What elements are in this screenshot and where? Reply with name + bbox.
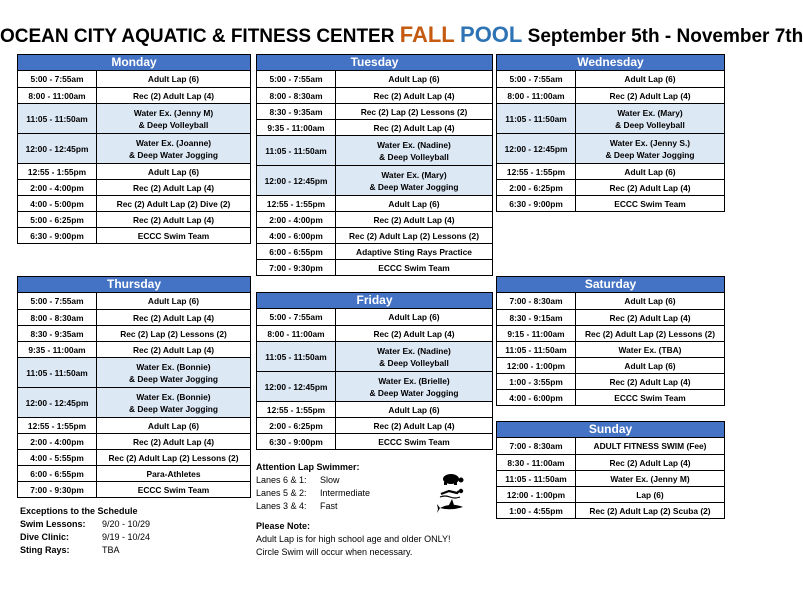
- exception-label: Swim Lessons:: [20, 519, 86, 529]
- activity-cell: Rec (2) Adult Lap (4): [132, 214, 215, 225]
- time-cell: 4:00 - 6:00pm: [257, 228, 336, 243]
- schedule-row: [18, 212, 250, 228]
- activity-cell: Rec (2) Adult Lap (4): [609, 457, 691, 468]
- time-cell: 8:30 - 11:00am: [497, 455, 576, 470]
- schedule-row: [497, 293, 724, 310]
- activity-cell: Adult Lap (6): [624, 74, 676, 84]
- schedule-row: [497, 455, 724, 471]
- schedule-row: [497, 503, 724, 518]
- activity-cell: Adult Lap (6): [147, 166, 200, 177]
- activity-cell: Adult Lap (6): [624, 360, 676, 371]
- activity-cell: Water Ex. (Mary) & Deep Volleyball: [615, 107, 685, 130]
- time-cell: 11:05 - 11:50am: [257, 136, 336, 165]
- schedule-row: [18, 358, 250, 388]
- activity-cell: Water Ex. (Joanne) & Deep Water Jogging: [128, 137, 219, 160]
- schedule-row: [18, 164, 250, 180]
- time-cell: 7:00 - 9:30pm: [18, 482, 97, 497]
- schedule-row: [257, 418, 492, 434]
- schedule-row: [18, 88, 250, 104]
- activity-cell: Adult Lap (6): [147, 420, 200, 431]
- saturday-schedule: [496, 276, 725, 406]
- time-cell: 9:15 - 11:00am: [497, 326, 576, 341]
- exception-value: TBA: [102, 545, 120, 555]
- time-cell: 5:00 - 7:55am: [18, 293, 97, 309]
- exceptions-section: [20, 504, 240, 557]
- wednesday-schedule: [496, 54, 725, 212]
- schedule-row: [497, 326, 724, 342]
- time-cell: 12:55 - 1:55pm: [18, 418, 97, 433]
- schedule-row: [497, 438, 724, 455]
- schedule-row: [18, 310, 250, 326]
- activity-cell: Water Ex. (Mary) & Deep Water Jogging: [369, 169, 459, 192]
- activity-cell: Rec (2) Adult Lap (4): [609, 90, 691, 101]
- schedule-row: [497, 104, 724, 134]
- time-cell: 5:00 - 7:55am: [257, 309, 336, 325]
- tuesday-schedule: [256, 54, 493, 276]
- activity-cell: Water Ex. (Nadine) & Deep Volleyball: [377, 345, 451, 368]
- schedule-row: [18, 228, 250, 243]
- schedule-row: [18, 388, 250, 418]
- time-cell: 12:00 - 12:45pm: [18, 134, 97, 163]
- activity-cell: Rec (2) Adult Lap (4): [132, 182, 215, 193]
- thursday-schedule: [17, 276, 251, 498]
- time-cell: 7:00 - 8:30am: [497, 293, 576, 309]
- time-cell: 8:00 - 11:00am: [257, 326, 336, 341]
- schedule-row: [18, 434, 250, 450]
- activity-cell: Rec (2) Adult Lap (4): [373, 214, 455, 225]
- activity-cell: ADULT FITNESS SWIM (Fee): [593, 441, 707, 451]
- lane-info-heading: Attention Lap Swimmer:: [256, 462, 360, 472]
- thursday-header: Thursday: [18, 277, 250, 293]
- activity-cell: Rec (2) Adult Lap (4): [373, 90, 455, 101]
- time-cell: 12:00 - 12:45pm: [497, 134, 576, 163]
- time-cell: 4:00 - 5:00pm: [18, 196, 97, 211]
- schedule-row: [18, 326, 250, 342]
- time-cell: 8:30 - 9:15am: [497, 310, 576, 325]
- time-cell: 2:00 - 6:25pm: [497, 180, 576, 195]
- schedule-row: [497, 196, 724, 211]
- activity-cell: Lap (6): [636, 489, 664, 500]
- friday-header: Friday: [257, 293, 492, 309]
- time-cell: 12:55 - 1:55pm: [497, 164, 576, 179]
- time-cell: 11:05 - 11:50am: [497, 342, 576, 357]
- time-cell: 5:00 - 7:55am: [18, 71, 97, 87]
- schedule-row: [257, 309, 492, 326]
- time-cell: 6:00 - 6:55pm: [257, 244, 336, 259]
- activity-cell: Rec (2) Lap (2) Lessons (2): [360, 106, 468, 117]
- activity-cell: Rec (2) Adult Lap (2) Lessons (2): [349, 230, 479, 241]
- exception-item: [20, 518, 240, 531]
- lane-item: [256, 500, 436, 513]
- schedule-row: [257, 244, 492, 260]
- activity-cell: Adult Lap (6): [388, 312, 440, 322]
- time-cell: 12:00 - 1:00pm: [497, 487, 576, 502]
- activity-cell: Rec (2) Adult Lap (4): [609, 182, 691, 193]
- time-cell: 5:00 - 7:55am: [257, 71, 336, 87]
- wednesday-header: Wednesday: [497, 55, 724, 71]
- activity-cell: Water Ex. (Brielle) & Deep Water Jogging: [369, 375, 459, 398]
- schedule-row: [18, 71, 250, 88]
- activity-cell: Rec (2) Adult Lap (2) Dive (2): [116, 198, 231, 209]
- activity-cell: Adaptive Sting Rays Practice: [356, 246, 472, 257]
- schedule-row: [497, 390, 724, 405]
- time-cell: 8:00 - 11:00am: [18, 88, 97, 103]
- lane-label: Lanes 3 & 4:: [256, 501, 307, 511]
- schedule-row: [18, 466, 250, 482]
- schedule-row: [18, 196, 250, 212]
- schedule-row: [497, 134, 724, 164]
- swimmer-icon: [440, 489, 463, 498]
- tuesday-header: Tuesday: [257, 55, 492, 71]
- activity-cell: Adult Lap (6): [388, 198, 440, 209]
- time-cell: 4:00 - 6:00pm: [497, 390, 576, 405]
- schedule-row: [18, 482, 250, 497]
- please-note-line: Adult Lap is for high school age and older ONLY!: [256, 534, 451, 544]
- exception-item: [20, 531, 240, 544]
- schedule-row: [257, 342, 492, 372]
- schedule-row: [497, 342, 724, 358]
- monday-header: Monday: [18, 55, 250, 71]
- schedule-row: [497, 487, 724, 503]
- schedule-row: [497, 310, 724, 326]
- activity-cell: Rec (2) Adult Lap (2) Lessons (2): [108, 452, 239, 463]
- schedule-row: [497, 164, 724, 180]
- activity-cell: Water Ex. (Jenny M): [610, 473, 690, 484]
- schedule-row: [257, 71, 492, 88]
- schedule-row: [257, 166, 492, 196]
- saturday-header: Saturday: [497, 277, 724, 293]
- activity-cell: Water Ex. (Nadine) & Deep Volleyball: [377, 139, 451, 162]
- friday-schedule: [256, 292, 493, 450]
- activity-cell: ECCC Swim Team: [137, 484, 210, 495]
- activity-cell: Water Ex. (Bonnie) & Deep Water Jogging: [128, 391, 219, 414]
- schedule-row: [497, 71, 724, 88]
- schedule-row: [18, 104, 250, 134]
- monday-schedule: [17, 54, 251, 244]
- time-cell: 2:00 - 4:00pm: [18, 180, 97, 195]
- time-cell: 12:55 - 1:55pm: [18, 164, 97, 179]
- time-cell: 12:00 - 12:45pm: [257, 372, 336, 401]
- exception-label: Sting Rays:: [20, 545, 70, 555]
- lane-item: [256, 487, 436, 500]
- time-cell: 5:00 - 6:25pm: [18, 212, 97, 227]
- time-cell: 11:05 - 11:50am: [257, 342, 336, 371]
- time-cell: 8:00 - 8:30am: [257, 88, 336, 103]
- time-cell: 6:30 - 9:00pm: [497, 196, 576, 211]
- time-cell: 6:30 - 9:00pm: [257, 434, 336, 449]
- schedule-row: [18, 418, 250, 434]
- activity-cell: Water Ex. (Jenny M) & Deep Volleyball: [133, 107, 214, 130]
- time-cell: 11:05 - 11:50am: [18, 104, 97, 133]
- lane-icons: [437, 472, 467, 521]
- schedule-row: [257, 434, 492, 449]
- schedule-row: [257, 260, 492, 275]
- exceptions-heading: Exceptions to the Schedule: [20, 506, 138, 516]
- title-pool: POOL: [460, 22, 523, 47]
- schedule-row: [257, 212, 492, 228]
- schedule-row: [497, 358, 724, 374]
- activity-cell: Water Ex. (TBA): [618, 344, 682, 355]
- time-cell: 8:00 - 11:00am: [497, 88, 576, 103]
- exception-value: 9/20 - 10/29: [102, 519, 151, 529]
- time-cell: 12:00 - 12:45pm: [18, 388, 97, 417]
- page-title: [0, 22, 803, 48]
- time-cell: 2:00 - 6:25pm: [257, 418, 336, 433]
- time-cell: 2:00 - 4:00pm: [257, 212, 336, 227]
- activity-cell: Rec (2) Adult Lap (4): [373, 420, 455, 431]
- activity-cell: Rec (2) Adult Lap (4): [132, 436, 215, 447]
- lane-label: Lanes 6 & 1:: [256, 475, 307, 485]
- activity-cell: ECCC Swim Team: [137, 230, 210, 241]
- please-note-line: Circle Swim will occur when necessary.: [256, 547, 413, 557]
- time-cell: 12:00 - 1:00pm: [497, 358, 576, 373]
- schedule-row: [497, 88, 724, 104]
- time-cell: 2:00 - 4:00pm: [18, 434, 97, 449]
- activity-cell: Rec (2) Adult Lap (4): [132, 344, 215, 355]
- exception-label: Dive Clinic:: [20, 532, 70, 542]
- time-cell: 5:00 - 7:55am: [497, 71, 576, 87]
- activity-cell: Adult Lap (6): [624, 296, 676, 306]
- exception-value: 9/19 - 10/24: [102, 532, 151, 542]
- time-cell: 6:00 - 6:55pm: [18, 466, 97, 481]
- activity-cell: Rec (2) Adult Lap (4): [373, 328, 455, 339]
- activity-cell: Adult Lap (6): [388, 404, 440, 415]
- schedule-row: [18, 180, 250, 196]
- schedule-row: [257, 326, 492, 342]
- time-cell: 7:00 - 8:30am: [497, 438, 576, 454]
- time-cell: 8:30 - 9:35am: [18, 326, 97, 341]
- title-dates: September 5th - November 7th: [527, 26, 803, 47]
- time-cell: 9:35 - 11:00am: [257, 120, 336, 135]
- sunday-header: Sunday: [497, 422, 724, 438]
- time-cell: 1:00 - 4:55pm: [497, 503, 576, 518]
- schedule-row: [18, 450, 250, 466]
- schedule-row: [18, 134, 250, 164]
- schedule-row: [257, 136, 492, 166]
- lane-label: Lanes 5 & 2:: [256, 488, 307, 498]
- sunday-schedule: [496, 421, 725, 519]
- schedule-row: [257, 402, 492, 418]
- time-cell: 11:05 - 11:50am: [18, 358, 97, 387]
- time-cell: 6:30 - 9:00pm: [18, 228, 97, 243]
- schedule-row: [18, 293, 250, 310]
- time-cell: 12:55 - 1:55pm: [257, 196, 336, 211]
- activity-cell: Adult Lap (6): [388, 74, 440, 84]
- schedule-row: [497, 471, 724, 487]
- lane-speed: Fast: [320, 501, 338, 511]
- schedule-row: [257, 228, 492, 244]
- activity-cell: ECCC Swim Team: [378, 262, 450, 273]
- time-cell: 8:30 - 9:35am: [257, 104, 336, 119]
- schedule-row: [257, 196, 492, 212]
- activity-cell: Water Ex. (Bonnie) & Deep Water Jogging: [128, 361, 219, 384]
- activity-cell: ECCC Swim Team: [378, 436, 450, 447]
- activity-cell: Rec (2) Adult Lap (2) Lessons (2): [585, 328, 715, 339]
- activity-cell: Adult Lap (6): [147, 296, 200, 306]
- schedule-row: [257, 120, 492, 136]
- time-cell: 7:00 - 9:30pm: [257, 260, 336, 275]
- activity-cell: Water Ex. (Jenny S.) & Deep Water Jogging: [605, 137, 695, 160]
- activity-cell: ECCC Swim Team: [614, 392, 686, 403]
- time-cell: 9:35 - 11:00am: [18, 342, 97, 357]
- schedule-row: [257, 88, 492, 104]
- lane-item: [256, 474, 436, 487]
- time-cell: 4:00 - 5:55pm: [18, 450, 97, 465]
- time-cell: 8:00 - 8:30am: [18, 310, 97, 325]
- title-fall: FALL: [399, 22, 455, 47]
- schedule-row: [257, 104, 492, 120]
- activity-cell: Adult Lap (6): [624, 166, 676, 177]
- activity-cell: Rec (2) Adult Lap (4): [609, 376, 691, 387]
- activity-cell: Rec (2) Adult Lap (2) Scuba (2): [589, 505, 711, 516]
- title-center-name: OCEAN CITY AQUATIC & FITNESS CENTER: [0, 26, 395, 47]
- please-note-heading: Please Note:: [256, 521, 311, 531]
- turtle-icon: [443, 474, 464, 485]
- time-cell: 12:00 - 12:45pm: [257, 166, 336, 195]
- activity-cell: ECCC Swim Team: [614, 198, 686, 209]
- activity-cell: Para-Athletes: [146, 468, 201, 479]
- lane-speed: Intermediate: [320, 488, 371, 498]
- schedule-row: [257, 372, 492, 402]
- schedule-row: [497, 374, 724, 390]
- time-cell: 11:05 - 11:50am: [497, 471, 576, 486]
- schedule-row: [18, 342, 250, 358]
- time-cell: 1:00 - 3:55pm: [497, 374, 576, 389]
- activity-cell: Rec (2) Adult Lap (4): [373, 122, 455, 133]
- shark-icon: [437, 499, 463, 513]
- please-note-section: [256, 520, 496, 559]
- lane-speed: Slow: [320, 475, 340, 485]
- activity-cell: Rec (2) Lap (2) Lessons (2): [120, 328, 227, 339]
- activity-cell: Rec (2) Adult Lap (4): [132, 90, 215, 101]
- lane-info-section: [256, 461, 436, 513]
- exception-item: [20, 544, 240, 557]
- activity-cell: Rec (2) Adult Lap (4): [132, 312, 215, 323]
- time-cell: 12:55 - 1:55pm: [257, 402, 336, 417]
- activity-cell: Rec (2) Adult Lap (4): [609, 312, 691, 323]
- schedule-row: [497, 180, 724, 196]
- activity-cell: Adult Lap (6): [147, 74, 200, 84]
- time-cell: 11:05 - 11:50am: [497, 104, 576, 133]
